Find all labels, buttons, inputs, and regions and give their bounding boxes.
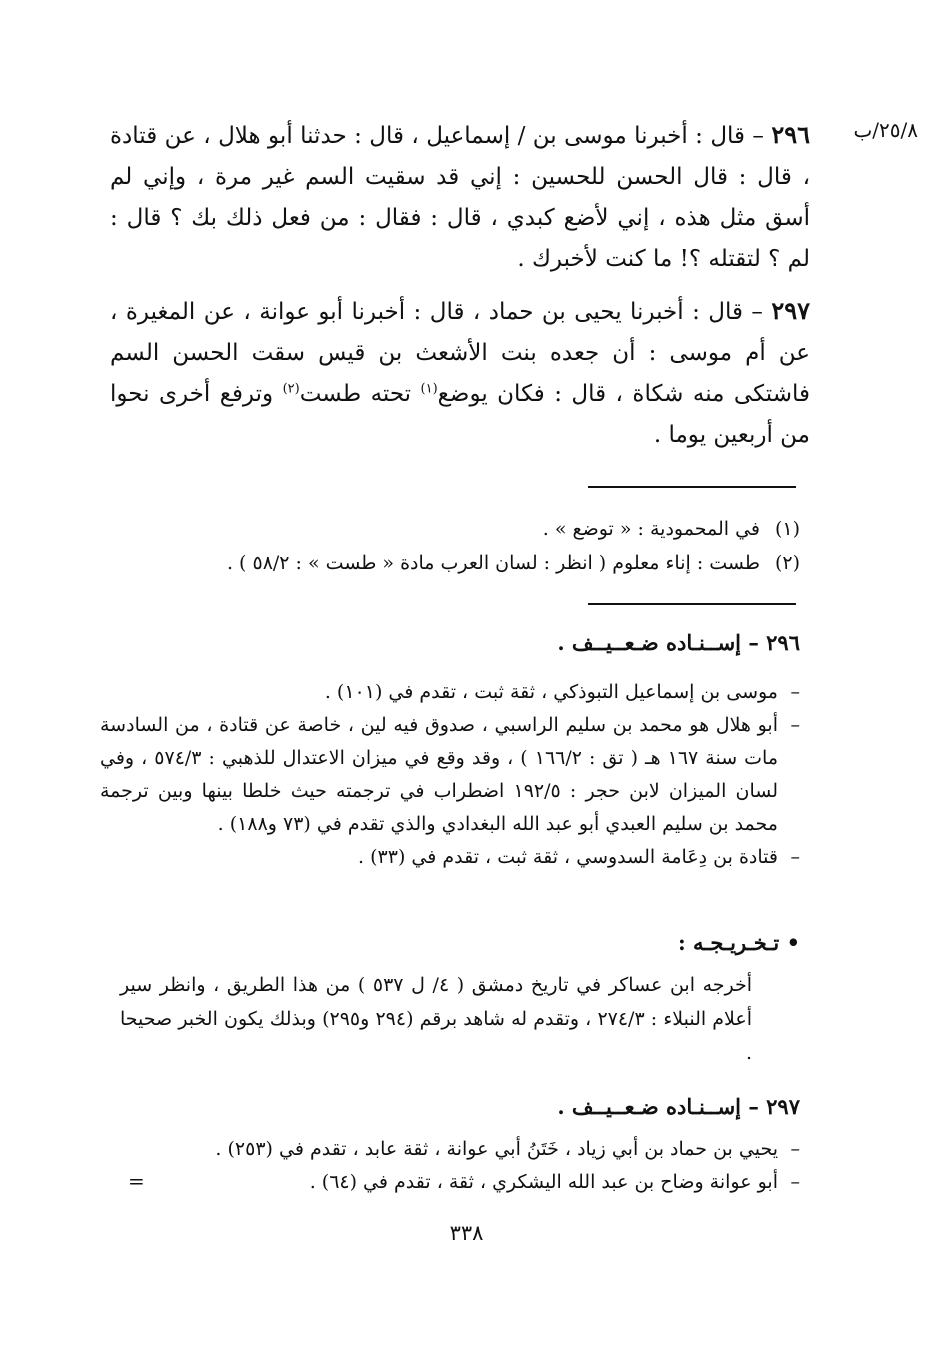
hadith-text: – قال : أخبرنا يحيى بن حماد ، قال : أخبرنا أبو عوانة ، عن المغيرة ، عن أم موسى : أن جعده بنت الأشعث بن قيس سقت الحسن السم فاشتكى منه شكاة ، قال : فكان يوضع bbox=[110, 299, 810, 407]
list-item: – أبو عوانة وضاح بن عبد الله اليشكري ، ثقة ، تقدم في (٦٤) . bbox=[309, 1171, 800, 1193]
list-item: – قتادة بن دِعَامة السدوسي ، ثقة ثبت ، تقدم في (٣٣) . bbox=[358, 846, 800, 868]
hadith-text: – قال : أخبرنا موسى بن / إسماعيل ، قال : حدثنا أبو هلال ، عن قتادة ، قال : قال الحسن للحسين : إني قد سقيت السم غير مرة ، وإني لم أسق مثل هذه ، إني لأضع كبدي ، قال : فقال : من فعل ذلك بك ؟ قال : لم ؟ لتقتله ؟! ما كنت لأخبرك . bbox=[110, 123, 810, 272]
commentary-296-heading: ٢٩٦ – إســنـاده ضـعــيــف . bbox=[557, 630, 800, 655]
list-item: – يحيي بن حماد بن أبي زياد ، خَتَنُ أبي عوانة ، ثقة عابد ، تقدم في (٢٥٣) . bbox=[215, 1138, 800, 1160]
footnote-2: (٢)طست : إناء معلوم ( انظر : لسان العرب مادة « طست » : ٥٨/٢ ) . bbox=[226, 552, 800, 574]
page-number: ٣٣٨ bbox=[449, 1221, 484, 1245]
takhrij-heading: • تـخـريـجـه : bbox=[677, 930, 800, 955]
footnote-ref-2: (٢) bbox=[282, 381, 300, 397]
hadith-297 bbox=[110, 290, 810, 456]
narrators-list-296 bbox=[100, 676, 800, 874]
margin-folio-note: ٢٥/٨/ب bbox=[853, 118, 918, 142]
commentary-297-heading: ٢٩٧ – إســنـاده ضـعــيــف . bbox=[557, 1094, 800, 1119]
hadith-text: وترفع أخرى نحوا من أربعين يوما . bbox=[110, 381, 810, 448]
hadith-296 bbox=[110, 114, 810, 280]
narrators-list-297 bbox=[100, 1133, 800, 1199]
hadith-number: ٢٩٧ bbox=[771, 296, 810, 325]
section-divider bbox=[588, 603, 796, 605]
footnote-divider bbox=[588, 486, 796, 488]
footnotes bbox=[150, 512, 800, 580]
list-item: – موسى بن إسماعيل التبوذكي ، ثقة ثبت ، تقدم في (١٠١) . bbox=[324, 681, 800, 703]
footnote-ref-1: (١) bbox=[420, 381, 438, 397]
hadith-number: ٢٩٦ bbox=[771, 120, 810, 149]
takhrij-text: أخرجه ابن عساكر في تاريخ دمشق ( ٤/ ل ٥٣٧ ) من هذا الطريق ، وانظر سير أعلام النبلاء : ٢٧٤/٣ ، وتقدم له شاهد برقم (٢٩٤ و٢٩٥) وبذلك يكون الخبر صحيحا . bbox=[120, 974, 753, 1064]
hadith-text: تحته طست bbox=[299, 381, 421, 407]
list-item: – أبو هلال هو محمد بن سليم الراسبي ، صدوق فيه لين ، خاصة عن قتادة ، من السادسة مات سنة ١٦٧ هـ ( تق : ١٦٦/٢ ) ، وقد وقع في ميزان الاعتدال للذهبي : ٥٧٤/٣ ، وفي لسان الميزان لابن حجر : ١٩٢/٥ اضطراب في ترجمته حيث خلطا بينها وبين ترجمة محمد بن سليم العبدي أبو عبد الله البغدادي والذي تقدم في (٧٣ و١٨٨) . bbox=[100, 714, 800, 835]
footnote-1: (١)في المحمودية : « توضع » . bbox=[542, 518, 800, 540]
continuation-mark: = bbox=[128, 1169, 145, 1193]
